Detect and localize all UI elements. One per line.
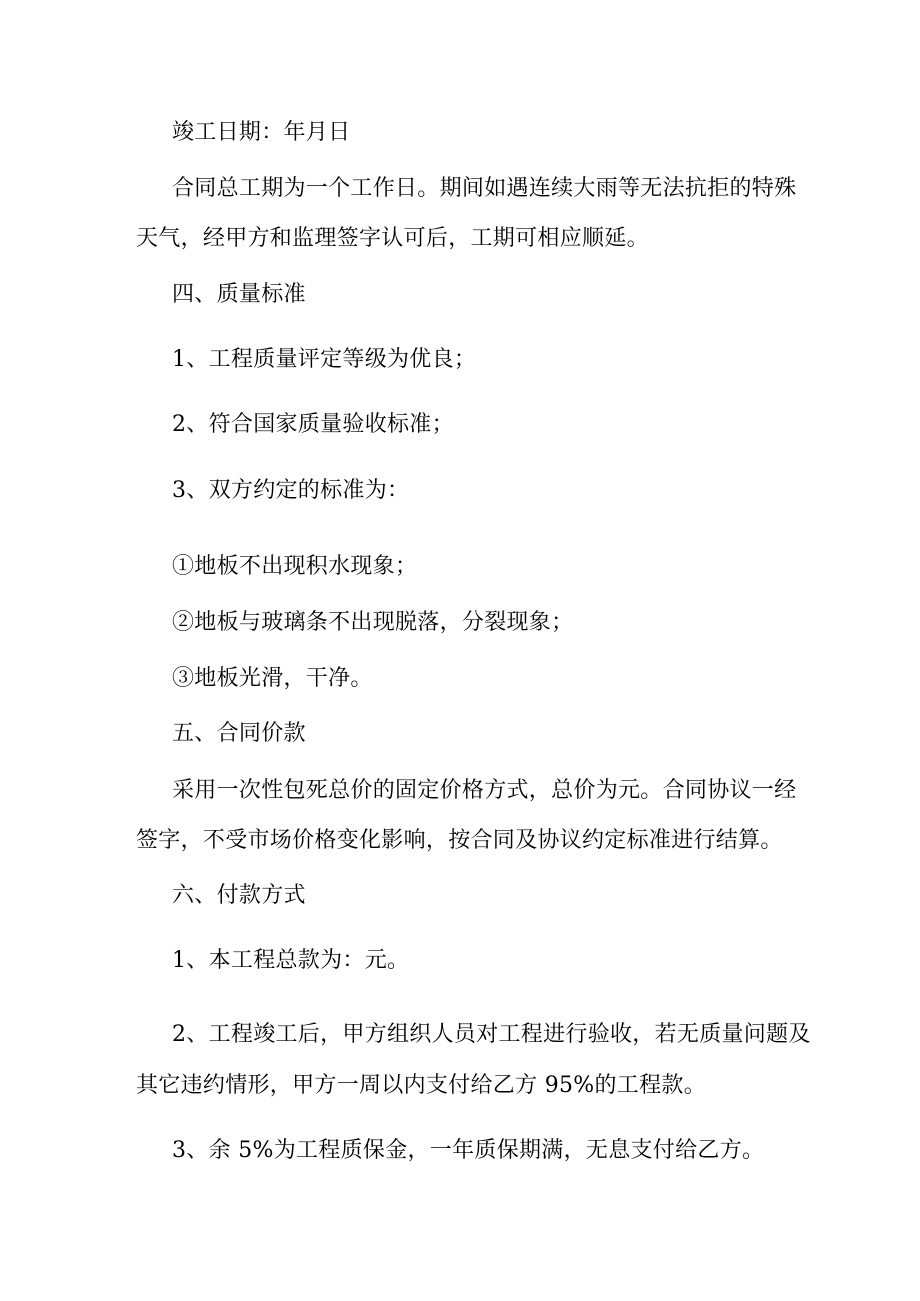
schedule-paragraph-line-1: 合同总工期为一个工作日。期间如遇连续大雨等无法抗拒的特殊 <box>172 176 797 201</box>
quality-item-1: 1、工程质量评定等级为优良； <box>172 347 477 372</box>
section-heading-quality: 四、质量标准 <box>172 282 306 307</box>
quality-item-3: 3、双方约定的标准为： <box>172 478 410 503</box>
standard-item-1: ①地板不出现积水现象； <box>172 554 418 579</box>
payment-item-1: 1、本工程总款为：元。 <box>172 948 410 973</box>
payment-item-3: 3、余 5%为工程质保金，一年质保期满，无息支付给乙方。 <box>172 1138 765 1163</box>
completion-date-line: 竣工日期：年月日 <box>172 120 351 145</box>
payment-item-2-line-2: 其它违约情形，甲方一周以内支付给乙方 95%的工程款。 <box>136 1073 706 1098</box>
price-paragraph-line-1: 采用一次性包死总价的固定价格方式，总价为元。合同协议一经 <box>172 778 797 803</box>
standard-item-2: ②地板与玻璃条不出现脱落，分裂现象； <box>172 610 574 635</box>
payment-item-2-line-1: 2、工程竣工后，甲方组织人员对工程进行验收，若无质量问题及 <box>172 1022 811 1047</box>
section-heading-price: 五、合同价款 <box>172 721 306 746</box>
schedule-paragraph-line-2: 天气，经甲方和监理签字认可后，工期可相应顺延。 <box>136 226 649 251</box>
price-paragraph-line-2: 签字，不受市场价格变化影响，按合同及协议约定标准进行结算。 <box>136 828 783 853</box>
section-heading-payment: 六、付款方式 <box>172 883 306 908</box>
quality-item-2: 2、符合国家质量验收标准； <box>172 412 454 437</box>
standard-item-3: ③地板光滑，干净。 <box>172 666 373 691</box>
